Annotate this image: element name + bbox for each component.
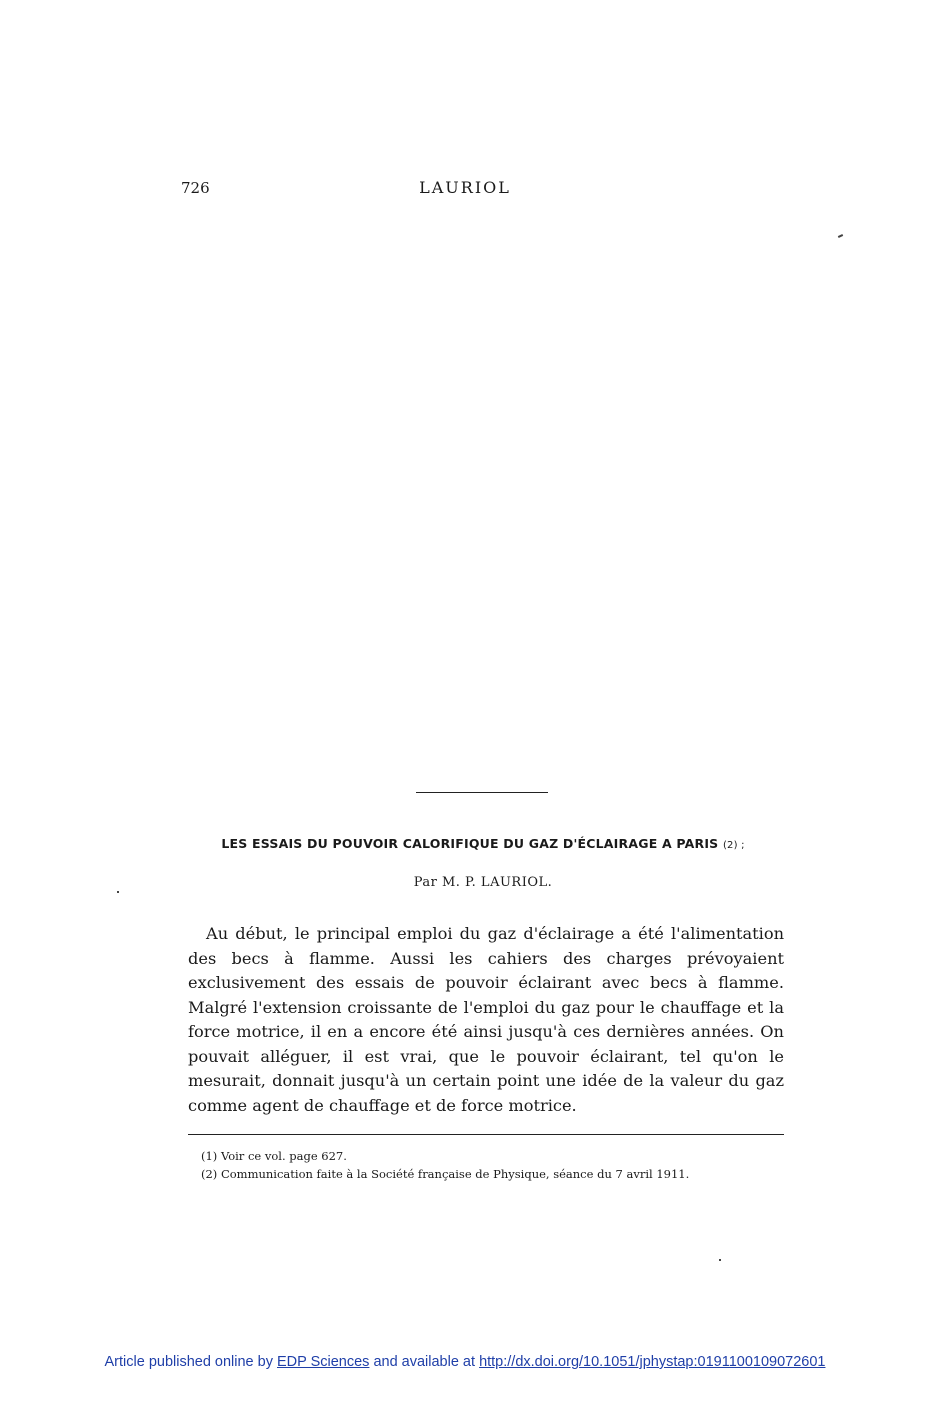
footnotes <box>201 1147 801 1183</box>
author-byline: Par M. P. LAURIOL. <box>413 875 553 890</box>
footnote-2: (2) Communication faite à la Société française de Physique, séance du 7 avril 1911. <box>201 1167 690 1181</box>
article-body <box>188 922 784 1118</box>
citation-line <box>0 1354 930 1370</box>
title-footnote-ref: (2) ; <box>722 840 745 851</box>
footnote-rule <box>188 1134 784 1135</box>
doi-link[interactable]: http://dx.doi.org/10.1051/jphystap:0191100109072601 <box>479 1354 826 1370</box>
scan-speck <box>719 1259 721 1261</box>
citation-prefix: Article published online by <box>104 1354 277 1370</box>
footnote-1: (1) Voir ce vol. page 627. <box>201 1149 347 1163</box>
article-title <box>0 836 930 851</box>
article-title-text: LES ESSAIS DU POUVOIR CALORIFIQUE DU GAZ D'ÉCLAIRAGE A PARIS <box>221 836 719 851</box>
page-number: 726 <box>181 179 210 197</box>
section-divider <box>416 792 548 793</box>
scan-speck <box>838 234 843 238</box>
body-paragraph: Au début, le principal emploi du gaz d'éclairage a été l'alimentation des becs à flamme. Aussi les cahiers des charges prévoyaient exclusivement des essais de pouvoir éclairant avec becs à flamme. Malgré l'extension croissante de l'emploi du gaz pour le chauffage et la force motrice, il en a encore été ainsi jusqu'à ces dernières années. On pouvait alléguer, il est vrai, que le pouvoir éclairant, tel qu'on le mesurait, donnait jusqu'à un certain point une idée de la valeur du gaz comme agent de chauffage et de force motrice. <box>188 924 784 1115</box>
scan-speck <box>117 891 119 893</box>
running-head: LAURIOL <box>419 178 511 197</box>
publisher-link[interactable]: EDP Sciences <box>277 1354 370 1370</box>
citation-middle: and available at <box>369 1354 480 1370</box>
